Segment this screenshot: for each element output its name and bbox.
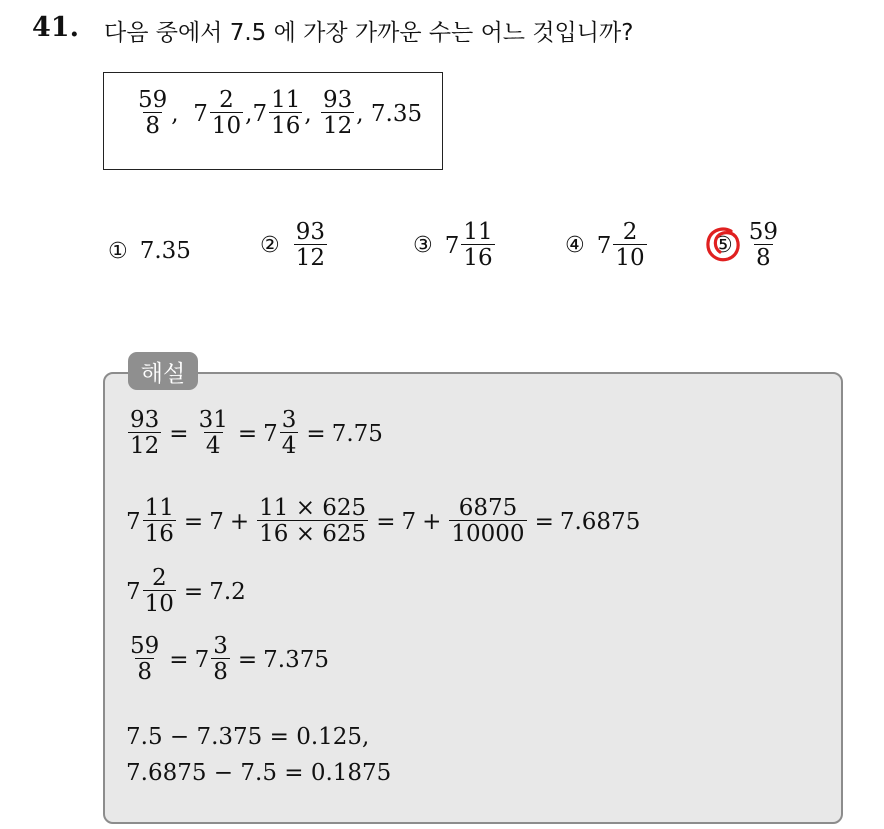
- given-mixed-7-2-10: $\frac{2}{10}$: [211, 87, 242, 140]
- choice-1-value: 7.35: [139, 238, 191, 264]
- given-decimal: 7.35: [370, 100, 423, 127]
- question-text: 다음 중에서 7.5 에 가장 가까운 수는 어느 것입니까?: [104, 20, 634, 46]
- answer-circle-mark: [703, 223, 745, 265]
- question-number: 41.: [32, 12, 79, 43]
- given-numbers: $\frac{59}{8}$ , 7 $\frac{2}{10}$ , 7 $\frac{11}{16}$ , $\frac{93}{12}$ , 7.35: [138, 87, 423, 140]
- given-fraction-93-12: $\frac{93}{12}$: [323, 87, 353, 140]
- solution-tab: 해설: [128, 352, 198, 390]
- choice-1-marker: ①: [108, 238, 128, 264]
- given-fraction-59-8: $\frac{59}{8}$: [138, 87, 168, 140]
- solution-line-4: $\frac{59}{8}$ = 7 $\frac{3}{8}$ = 7.375: [130, 633, 329, 686]
- solution-line-3: 7 $\frac{2}{10}$ = 7.2: [126, 565, 246, 618]
- solution-line-6: 7.6875 − 7.5 = 0.1875: [126, 760, 392, 786]
- choice-1[interactable]: [108, 238, 191, 264]
- choice-5[interactable]: ⑤ $\frac{59}{8}$: [713, 219, 779, 272]
- choice-3-marker: ③: [413, 233, 433, 259]
- choice-3[interactable]: ③ 7 $\frac{11}{16}$: [413, 219, 493, 272]
- given-mixed-7-11-16: $\frac{11}{16}$: [271, 87, 301, 140]
- solution-line-2: 7 $\frac{11}{16}$ = 7 + $\frac{11 \times 625}{16 \times 625}$ = 7 + $\frac{6875}{10000}$ = 7.6875: [126, 495, 641, 548]
- choice-5-marker: ⑤: [713, 233, 733, 259]
- choice-2-marker: ②: [260, 233, 280, 259]
- choice-2[interactable]: ② $\frac{93}{12}$: [260, 219, 326, 272]
- solution-line-5: 7.5 − 7.375 = 0.125,: [126, 724, 370, 750]
- choice-4[interactable]: ④ 7 $\frac{2}{10}$: [565, 219, 645, 272]
- choice-4-marker: ④: [565, 233, 585, 259]
- solution-line-1: $\frac{93}{12}$ = $\frac{31}{4}$ = 7 $\frac{3}{4}$ = 7.75: [130, 407, 383, 460]
